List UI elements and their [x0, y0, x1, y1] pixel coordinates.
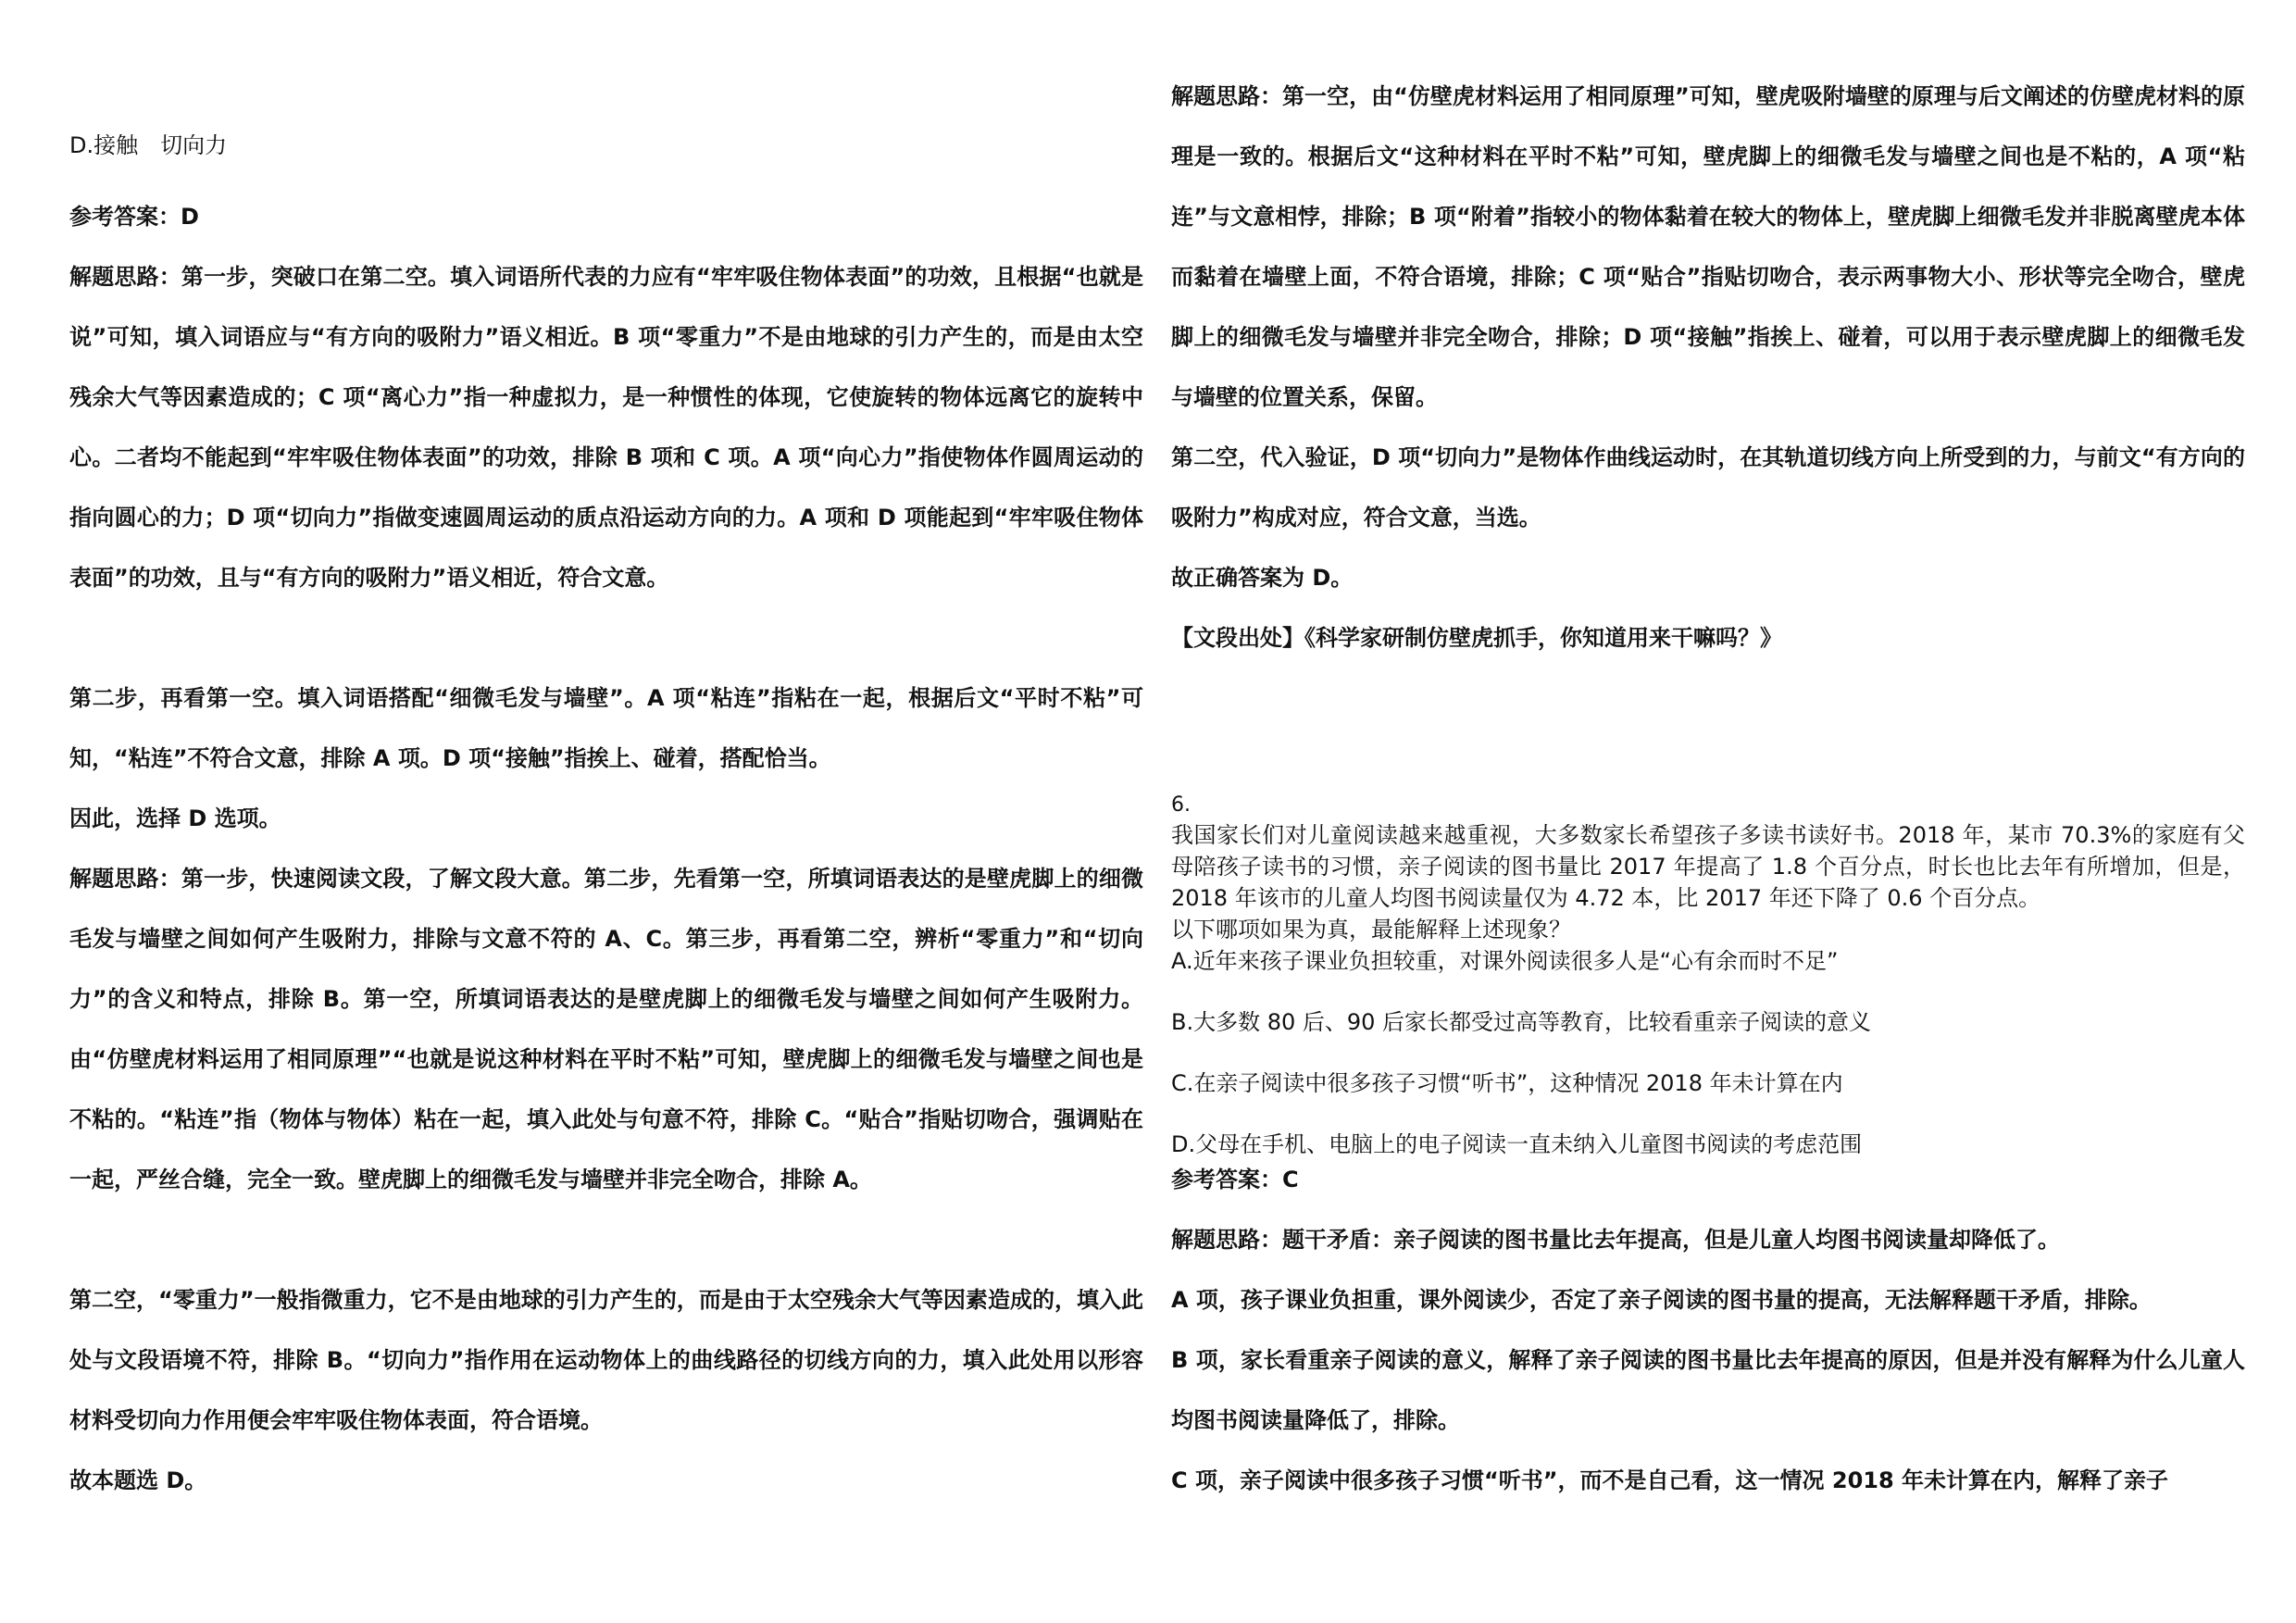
- analysis-paragraph-1: 解题思路：第一步，突破口在第二空。填入词语所代表的力应有“牢牢吸住物体表面”的功效，且根据“也就是说”可知，填入词语应与“有方向的吸附力”语义相近。B 项“零重力”不是由地球的引力产生的，而是由太空残余大气等因素造成的；C 项“离心力”指一种虚拟力，是一种惯性的体现，它使旋转的物体远离它的旋转中心。二者均不能起到“牢牢吸住物体表面”的功效，排除 B 项和 C 项。A 项“向心力”指使物体作圆周运动的指向圆心的力；D 项“切向力”指做变速圆周运动的质点沿运动方向的力。A 项和 D 项能起到“牢牢吸住物体表面”的功效，且与“有方向的吸附力”语义相近，符合文意。: [69, 264, 1143, 591]
- final-answer-line: 故本题选 D。: [69, 1467, 207, 1493]
- item-c-analysis: C 项，亲子阅读中很多孩子习惯“听书”，而不是自己看，这一情况 2018 年未计算在内，解释了亲子: [1171, 1467, 2169, 1493]
- answer-line: 故正确答案为 D。: [1171, 565, 1354, 591]
- option-d: D.接触 切向力: [69, 132, 228, 158]
- option-a: A.近年来孩子课业负担较重，对课外阅读很多人是“心有余而时不足”: [1171, 948, 1839, 974]
- right-analysis-3: 解题思路：题干矛盾：亲子阅读的图书量比去年提高，但是儿童人均图书阅读量却降低了。: [1171, 1227, 2060, 1253]
- analysis-paragraph-3: 第二空，“零重力”一般指微重力，它不是由地球的引力产生的，而是由于太空残余大气等因素造成的，填入此处与文段语境不符，排除 B。“切向力”指作用在运动物体上的曲线路径的切线方向的力，填入此处用以形容材料受切向力作用便会牢牢吸住物体表面，符合语境。: [69, 1287, 1143, 1433]
- right-analysis-1: 解题思路：第一空，由“仿壁虎材料运用了相同原理”可知，壁虎吸附墙壁的原理与后文阐述的仿壁虎材料的原理是一致的。根据后文“这种材料在平时不粘”可知，壁虎脚上的细微毛发与墙壁之间也是不粘的，A 项“粘连”与文意相悖，排除；B 项“附着”指较小的物体黏着在较大的物体上，壁虎脚上细微毛发并非脱离壁虎本体而黏着在墙壁上面，不符合语境，排除；C 项“贴合”指贴切吻合，表示两事物大小、形状等完全吻合，壁虎脚上的细微毛发与墙壁并非完全吻合，排除；D 项“接触”指挨上、碰着，可以用于表示壁虎脚上的细微毛发与墙壁的位置关系，保留。: [1171, 83, 2245, 410]
- right-analysis-2: 第二空，代入验证，D 项“切向力”是物体作曲线运动时，在其轨道切线方向上所受到的力，与前文“有方向的吸附力”构成对应，符合文意，当选。: [1171, 444, 2245, 531]
- option-d-right: D.父母在手机、电脑上的电子阅读一直未纳入儿童图书阅读的考虑范围: [1171, 1131, 1863, 1157]
- step-two-paragraph: 第二步，再看第一空。填入词语搭配“细微毛发与墙壁”。A 项“粘连”指粘在一起，根据后文“平时不粘”可知，“粘连”不符合文意，排除 A 项。D 项“接触”指挨上、碰着，搭配恰当。: [69, 685, 1143, 771]
- reference-answer: 参考答案：D: [69, 204, 199, 230]
- option-b: B.大多数 80 后、90 后家长都受过高等教育，比较看重亲子阅读的意义: [1171, 1009, 1872, 1035]
- option-c: C.在亲子阅读中很多孩子习惯“听书”，这种情况 2018 年未计算在内: [1171, 1070, 1843, 1096]
- question-stem: 我国家长们对儿童阅读越来越重视，大多数家长希望孩子多读书读好书。2018 年，某市 70.3%的家庭有父母陪孩子读书的习惯，亲子阅读的图书量比 2017 年提高了 1.8 个百分点，时长也比去年有所增加，但是，2018 年该市的儿童人均图书阅读量仅为 4.72 本，比 2017 年还下降了 0.6 个百分点。: [1171, 822, 2245, 911]
- item-a-analysis: A 项，孩子课业负担重，课外阅读少，否定了亲子阅读的图书量的提高，无法解释题干矛盾，排除。: [1171, 1287, 2152, 1313]
- question-number: 6.: [1171, 793, 1191, 817]
- conclusion-line: 因此，选择 D 选项。: [69, 805, 281, 831]
- analysis-paragraph-2: 解题思路：第一步，快速阅读文段，了解文段大意。第二步，先看第一空，所填词语表达的是壁虎脚上的细微毛发与墙壁之间如何产生吸附力，排除与文意不符的 A、C。第三步，再看第二空，辨析“零重力”和“切向力”的含义和特点，排除 B。第一空，所填词语表达的是壁虎脚上的细微毛发与墙壁之间如何产生吸附力。由“仿壁虎材料运用了相同原理”“也就是说这种材料在平时不粘”可知，壁虎脚上的细微毛发与墙壁之间也是不粘的。“粘连”指（物体与物体）粘在一起，填入此处与句意不符，排除 C。“贴合”指贴切吻合，强调贴在一起，严丝合缝，完全一致。壁虎脚上的细微毛发与墙壁并非完全吻合，排除 A。: [69, 866, 1143, 1192]
- item-b-analysis: B 项，家长看重亲子阅读的意义，解释了亲子阅读的图书量比去年提高的原因，但是并没有解释为什么儿童人均图书阅读量降低了，排除。: [1171, 1347, 2245, 1433]
- question-prompt: 以下哪项如果为真，最能解释上述现象？: [1171, 917, 1571, 943]
- source-line: 【文段出处】《科学家研制仿壁虎抓手，你知道用来干嘛吗？》: [1171, 625, 1782, 651]
- reference-answer-right: 参考答案：C: [1171, 1167, 1299, 1192]
